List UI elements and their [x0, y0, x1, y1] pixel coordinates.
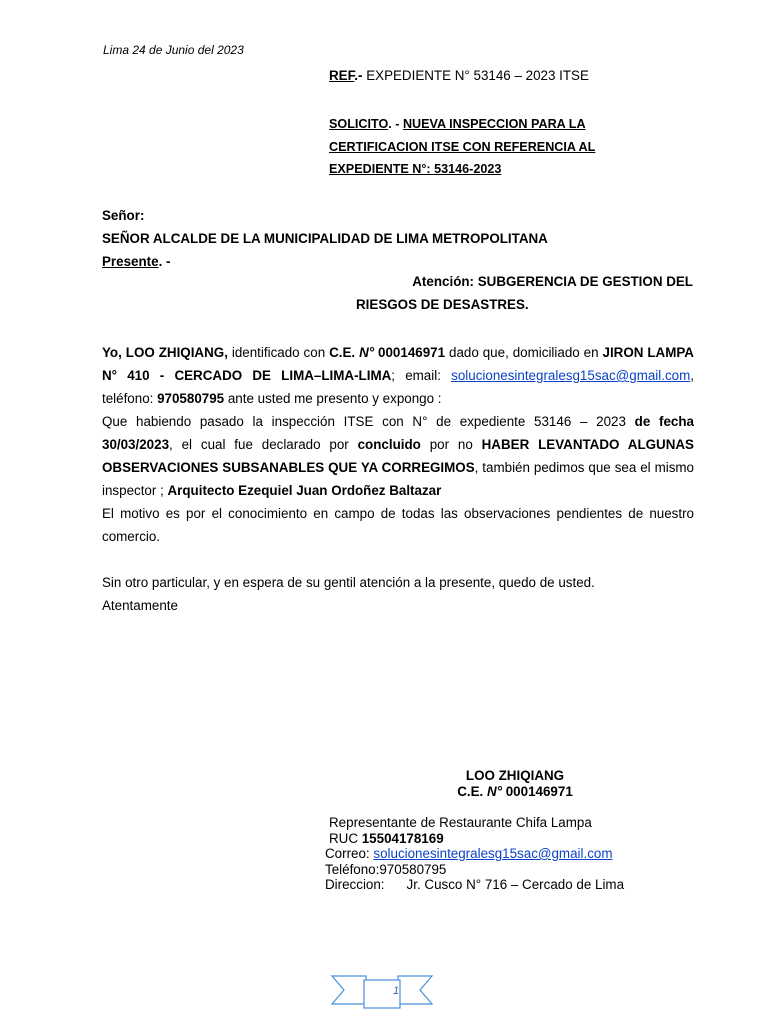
para2-concluido: concluido [357, 437, 421, 452]
para2-text: Que habiendo pasado la inspección ITSE con N° de expediente 53146 – 2023 [102, 414, 635, 429]
info-correo [325, 846, 624, 862]
info-direccion-value: Jr. Cusco N° 716 – Cercado de Lima [406, 877, 625, 892]
signature-block [430, 768, 600, 800]
paragraph-3: El motivo es por el conocimiento en campo de todas las observaciones pendientes de nuestro comercio. [102, 506, 694, 544]
paragraph-1 [102, 341, 694, 410]
solicito-separator: . - [388, 117, 403, 131]
para2-text: , el cual fue declarado por [169, 437, 358, 452]
paragraph-2 [102, 410, 694, 502]
para1-text: ; email: [391, 368, 452, 383]
closing-regards: Atentamente [102, 598, 178, 613]
salutation-block [102, 204, 548, 273]
info-telefono: Teléfono:970580795 [325, 861, 447, 877]
info-correo-label: Correo: [325, 846, 374, 861]
ref-label: REF [329, 68, 355, 83]
para2-observations: HABER LEVANTADO ALGUNAS OBSERVACIONES SUBSANABLES QUE YA CORREGIMOS [102, 437, 694, 475]
solicito-block [329, 113, 659, 181]
para1-yo: Yo, LOO ZHIQIANG, [102, 345, 228, 360]
para2-fecha: de fecha 30/03/2023 [102, 414, 694, 452]
para1-text: dado que, domiciliado en [445, 345, 603, 360]
para1-phone: 970580795 [157, 391, 225, 406]
signature-ce-number: 000146971 [502, 784, 573, 799]
para1-text: , teléfono: [102, 368, 694, 406]
solicito-line-3: EXPEDIENTE N°: 53146-2023 [329, 162, 502, 176]
ref-separator: .- [354, 68, 367, 83]
solicito-label: SOLICITO [329, 117, 389, 131]
solicito-line-1 [329, 113, 659, 136]
para1-ce-label: C.E. [329, 345, 360, 360]
presente-label: Presente [102, 254, 159, 269]
para2-inspector: Arquitecto Ezequiel Juan Ordoñez Baltazar [167, 483, 442, 498]
letter-date: Lima 24 de Junio del 2023 [103, 43, 244, 57]
para2-text: por no [420, 437, 482, 452]
info-ruc-label: RUC [329, 830, 362, 846]
senor-label: Señor: [102, 208, 145, 223]
para1-text: identificado con [227, 345, 330, 360]
page-number: 1 [392, 985, 400, 997]
signature-ce [430, 784, 600, 800]
para1-text: ante usted me presento y expongo : [224, 391, 442, 406]
attention-line-2: RIESGOS DE DESASTRES. [356, 297, 529, 312]
info-representative: Representante de Restaurante Chifa Lampa [329, 815, 592, 830]
info-ruc-value: 15504178169 [361, 830, 444, 846]
info-email-link[interactable]: solucionesintegralesg15sac@gmail.com [373, 846, 613, 861]
ribbon-left-tail [332, 976, 366, 1004]
paragraph-spacer [102, 548, 694, 571]
signature-ce-n: N° [486, 784, 503, 799]
attention-line-1: Atención: SUBGERENCIA DE GESTION DEL [412, 274, 693, 289]
info-direccion-label: Direccion: [325, 877, 385, 892]
signature-name: LOO ZHIQIANG [465, 768, 565, 783]
letter-body [102, 341, 694, 617]
solicito-text-1: NUEVA INSPECCION PARA LA [402, 117, 586, 131]
para1-ce-number: 000146971 [374, 345, 446, 360]
representative-info [325, 815, 624, 893]
attention-block [356, 270, 693, 316]
para1-address: JIRON LAMPA N° 410 - CERCADO DE LIMA–LIMA-LIMA [102, 345, 694, 383]
signature-ce-label: C.E. [457, 784, 487, 799]
solicito-line-2: CERTIFICACION ITSE CON REFERENCIA AL [329, 139, 596, 154]
presente-suffix: . - [158, 254, 171, 269]
recipient: SEÑOR ALCALDE DE LA MUNICIPALIDAD DE LIMA METROPOLITANA [102, 231, 548, 246]
para2-text: , también pedimos que sea el mismo inspector ; [102, 460, 695, 498]
closing-line: Sin otro particular, y en espera de su gentil atención a la presente, quedo de usted. [102, 575, 595, 590]
info-direccion [325, 877, 624, 893]
para1-ce-n: N° [359, 345, 375, 360]
reference-line [329, 68, 589, 83]
email-link[interactable]: solucionesintegralesg15sac@gmail.com [451, 368, 691, 383]
info-ruc [325, 831, 624, 847]
ref-text: EXPEDIENTE N° 53146 – 2023 ITSE [366, 68, 589, 83]
